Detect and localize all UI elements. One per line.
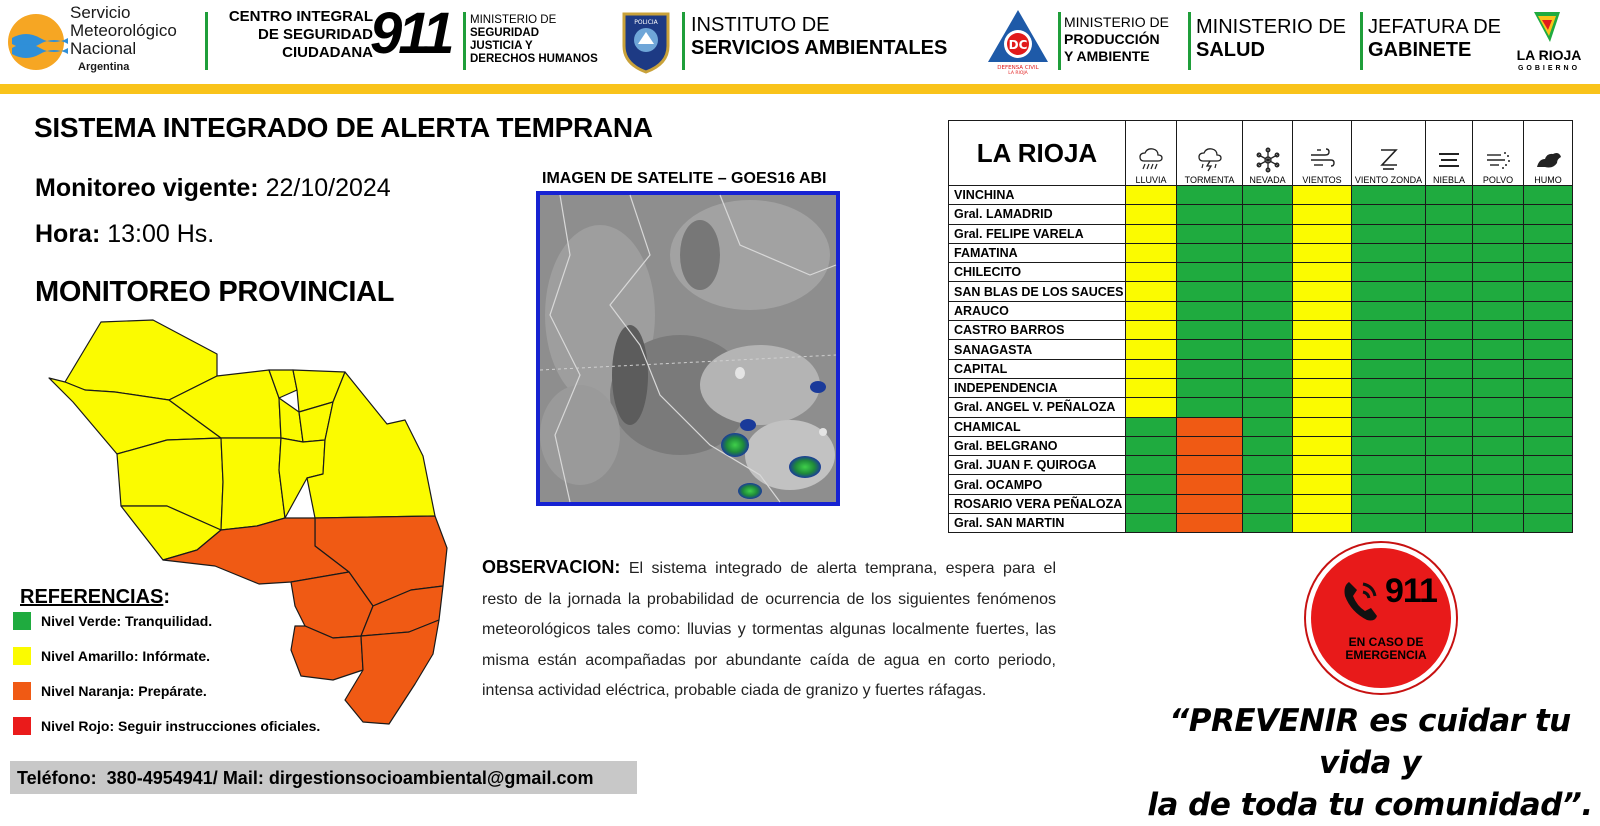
alert-level-cell bbox=[1293, 398, 1352, 417]
department-name: Gral. BELGRANO bbox=[949, 436, 1126, 455]
reference-swatch bbox=[13, 682, 31, 700]
alert-level-cell bbox=[1177, 436, 1243, 455]
alert-level-cell bbox=[1126, 475, 1177, 494]
table-column-label: NEVADA bbox=[1249, 175, 1286, 185]
monitoreo-date: 22/10/2024 bbox=[265, 174, 391, 202]
alert-level-cell bbox=[1126, 398, 1177, 417]
table-column-label: HUMO bbox=[1534, 175, 1562, 185]
hora-label: Hora: bbox=[35, 220, 101, 248]
alert-level-cell bbox=[1243, 494, 1293, 513]
alert-level-cell bbox=[1293, 282, 1352, 301]
alert-level-cell bbox=[1177, 398, 1243, 417]
alert-level-cell bbox=[1524, 282, 1573, 301]
dust-icon bbox=[1485, 147, 1511, 173]
alert-level-cell bbox=[1243, 243, 1293, 262]
page-title: SISTEMA INTEGRADO DE ALERTA TEMPRANA bbox=[34, 112, 653, 143]
reference-label: Nivel Rojo: Seguir instrucciones oficiales. bbox=[41, 718, 321, 734]
alert-level-cell bbox=[1177, 224, 1243, 243]
department-name: CAPITAL bbox=[949, 359, 1126, 378]
wind-icon bbox=[1309, 147, 1335, 173]
min-salud-name: MINISTERIO DE SALUD bbox=[1196, 16, 1347, 61]
alert-level-cell bbox=[1426, 282, 1473, 301]
department-name: ROSARIO VERA PEÑALOZA bbox=[949, 494, 1126, 513]
svg-text:POLICIA: POLICIA bbox=[634, 19, 658, 26]
alert-level-cell bbox=[1426, 243, 1473, 262]
alert-level-cell bbox=[1524, 378, 1573, 397]
province-title: MONITOREO PROVINCIAL bbox=[35, 276, 395, 308]
rain-cloud-icon bbox=[1138, 147, 1164, 173]
alert-level-cell bbox=[1524, 186, 1573, 205]
alert-level-cell bbox=[1243, 456, 1293, 475]
alert-level-cell bbox=[1426, 417, 1473, 436]
monitoreo-vigente bbox=[35, 174, 391, 203]
alert-level-cell bbox=[1293, 263, 1352, 282]
alert-level-cell bbox=[1352, 456, 1426, 475]
alert-level-cell bbox=[1524, 514, 1573, 533]
alert-level-cell bbox=[1524, 243, 1573, 262]
department-name: SAN BLAS DE LOS SAUCES bbox=[949, 282, 1126, 301]
alert-level-cell bbox=[1177, 475, 1243, 494]
table-row bbox=[949, 436, 1573, 455]
alert-level-cell bbox=[1243, 475, 1293, 494]
department-name: SANAGASTA bbox=[949, 340, 1126, 359]
table-column-header bbox=[1243, 121, 1293, 186]
svg-text:DEFENSA CIVIL: DEFENSA CIVIL bbox=[997, 65, 1039, 71]
alert-level-cell bbox=[1126, 243, 1177, 262]
alert-level-cell bbox=[1352, 205, 1426, 224]
department-name: Gral. LAMADRID bbox=[949, 205, 1126, 224]
alert-level-cell bbox=[1524, 475, 1573, 494]
table-column-header bbox=[1293, 121, 1352, 186]
alert-level-cell bbox=[1524, 340, 1573, 359]
instituto-name: INSTITUTO DE SERVICIOS AMBIENTALES bbox=[691, 14, 948, 59]
alert-level-cell bbox=[1426, 340, 1473, 359]
alert-level-cell bbox=[1177, 205, 1243, 224]
min-produccion-name: MINISTERIO DE PRODUCCIÓN Y AMBIENTE bbox=[1064, 14, 1170, 64]
alert-level-cell bbox=[1177, 263, 1243, 282]
satellite-title: IMAGEN DE SATELITE – GOES16 ABI bbox=[542, 170, 827, 187]
header-logos bbox=[0, 0, 1600, 84]
alert-level-cell bbox=[1293, 186, 1352, 205]
alert-level-cell bbox=[1426, 205, 1473, 224]
alert-level-cell bbox=[1426, 359, 1473, 378]
table-column-header bbox=[1524, 121, 1573, 186]
alert-level-cell bbox=[1473, 398, 1524, 417]
alert-level-cell bbox=[1473, 282, 1524, 301]
header-divider bbox=[463, 12, 466, 70]
alert-level-cell bbox=[1293, 224, 1352, 243]
observation-text: El sistema integrado de alerta temprana, espera para el resto de la jornada la probabilidad de ocurrencia de los siguientes fenómenos meteorológicos tales como: lluvias y tormentas algunas localmente fuertes, las misma están acompañadas por abundante caída de agua en corto periodo, intensa actividad eléctrica, probable ciada de granizo y fuertes ráfagas. bbox=[482, 560, 1056, 699]
alert-level-cell bbox=[1243, 263, 1293, 282]
alert-level-cell bbox=[1426, 475, 1473, 494]
table-row bbox=[949, 475, 1573, 494]
alert-level-cell bbox=[1126, 282, 1177, 301]
header-divider bbox=[1058, 12, 1061, 70]
table-row bbox=[949, 282, 1573, 301]
alert-level-cell bbox=[1126, 417, 1177, 436]
c911-name: CENTRO INTEGRAL DE SEGURIDAD CIUDADANA bbox=[228, 8, 373, 61]
table-column-label: NIEBLA bbox=[1432, 175, 1465, 185]
table-row bbox=[949, 224, 1573, 243]
department-name: Gral. FELIPE VARELA bbox=[949, 224, 1126, 243]
alert-level-cell bbox=[1126, 301, 1177, 320]
alert-level-cell bbox=[1524, 301, 1573, 320]
smoke-icon bbox=[1535, 147, 1561, 173]
alert-level-cell bbox=[1524, 417, 1573, 436]
table-row bbox=[949, 243, 1573, 262]
alert-level-cell bbox=[1524, 398, 1573, 417]
alert-level-cell bbox=[1126, 205, 1177, 224]
alert-level-cell bbox=[1177, 514, 1243, 533]
smn-logo-icon bbox=[6, 12, 68, 72]
alert-level-cell bbox=[1473, 378, 1524, 397]
alert-level-cell bbox=[1126, 340, 1177, 359]
table-row bbox=[949, 398, 1573, 417]
alert-level-cell bbox=[1177, 494, 1243, 513]
table-row bbox=[949, 301, 1573, 320]
reference-swatch bbox=[13, 717, 31, 735]
slogan: “PREVENIR es cuidar tu vida y la de toda tu comunidad”. bbox=[1147, 703, 1593, 823]
table-place-header: LA RIOJA bbox=[949, 121, 1126, 186]
reference-label: Nivel Naranja: Prepárate. bbox=[41, 683, 207, 699]
alert-level-cell bbox=[1352, 282, 1426, 301]
alert-level-cell bbox=[1352, 359, 1426, 378]
alert-level-cell bbox=[1126, 436, 1177, 455]
alert-level-cell bbox=[1426, 494, 1473, 513]
alert-level-cell bbox=[1126, 514, 1177, 533]
badge-number: 911 bbox=[1385, 572, 1437, 610]
alert-level-cell bbox=[1177, 282, 1243, 301]
alert-level-cell bbox=[1243, 321, 1293, 340]
alert-level-cell bbox=[1293, 378, 1352, 397]
defensa-civil-icon bbox=[986, 8, 1050, 74]
alert-level-cell bbox=[1426, 321, 1473, 340]
alert-level-cell bbox=[1473, 301, 1524, 320]
alert-level-cell bbox=[1177, 243, 1243, 262]
table-column-label: TORMENTA bbox=[1184, 175, 1235, 185]
reference-swatch bbox=[13, 612, 31, 630]
svg-text:LA RIOJA: LA RIOJA bbox=[1008, 71, 1028, 76]
alert-level-cell bbox=[1524, 436, 1573, 455]
la-rioja-gobierno-name: LA RIOJA GOBIERNO bbox=[1516, 47, 1582, 72]
table-column-label: LLUVIA bbox=[1135, 175, 1167, 185]
alert-level-cell bbox=[1293, 359, 1352, 378]
department-name: Gral. SAN MARTIN bbox=[949, 514, 1126, 533]
alert-level-cell bbox=[1126, 456, 1177, 475]
table-row bbox=[949, 263, 1573, 282]
alert-level-cell bbox=[1293, 436, 1352, 455]
table-column-header bbox=[1126, 121, 1177, 186]
alert-level-cell bbox=[1473, 321, 1524, 340]
alert-level-cell bbox=[1243, 398, 1293, 417]
alert-level-cell bbox=[1473, 205, 1524, 224]
table-row bbox=[949, 321, 1573, 340]
alert-level-cell bbox=[1524, 224, 1573, 243]
department-name: CASTRO BARROS bbox=[949, 321, 1126, 340]
table-row bbox=[949, 359, 1573, 378]
table-row bbox=[949, 205, 1573, 224]
emergency-911-badge bbox=[1306, 543, 1456, 693]
table-column-header bbox=[1426, 121, 1473, 186]
alert-level-cell bbox=[1473, 417, 1524, 436]
table-column-header bbox=[1352, 121, 1426, 186]
references-title: REFERENCIAS: bbox=[20, 586, 171, 608]
table-row bbox=[949, 494, 1573, 513]
phone-label: Teléfono: bbox=[17, 768, 97, 788]
alert-level-cell bbox=[1352, 224, 1426, 243]
alert-level-cell bbox=[1126, 321, 1177, 340]
alert-level-cell bbox=[1473, 359, 1524, 378]
reference-label: Nivel Verde: Tranquilidad. bbox=[41, 613, 213, 629]
alert-level-cell bbox=[1243, 378, 1293, 397]
alert-level-cell bbox=[1352, 514, 1426, 533]
province-map bbox=[45, 320, 455, 725]
satellite-image bbox=[536, 191, 840, 506]
alert-level-cell bbox=[1177, 359, 1243, 378]
table-row bbox=[949, 417, 1573, 436]
alert-level-cell bbox=[1243, 224, 1293, 243]
phone-number: 380-4954941 bbox=[106, 768, 213, 788]
alert-level-cell bbox=[1243, 359, 1293, 378]
alert-level-cell bbox=[1293, 301, 1352, 320]
table-row bbox=[949, 514, 1573, 533]
svg-text:DC: DC bbox=[1008, 38, 1028, 52]
alert-level-cell bbox=[1473, 494, 1524, 513]
alert-level-cell bbox=[1473, 456, 1524, 475]
alert-level-cell bbox=[1177, 417, 1243, 436]
alert-level-cell bbox=[1293, 321, 1352, 340]
min-seguridad-name: MINISTERIO DE SEGURIDAD JUSTICIA Y DERECHOS HUMANOS bbox=[470, 14, 598, 65]
alert-level-cell bbox=[1293, 417, 1352, 436]
alert-level-cell bbox=[1426, 186, 1473, 205]
alert-level-cell bbox=[1473, 475, 1524, 494]
table-row bbox=[949, 186, 1573, 205]
alert-level-cell bbox=[1126, 263, 1177, 282]
alert-table bbox=[948, 120, 1573, 533]
c911-number: 911 bbox=[370, 1, 451, 66]
alert-level-cell bbox=[1524, 359, 1573, 378]
header-divider bbox=[1360, 12, 1363, 70]
alert-level-cell bbox=[1426, 378, 1473, 397]
alert-level-cell bbox=[1177, 301, 1243, 320]
alert-level-cell bbox=[1426, 398, 1473, 417]
alert-level-cell bbox=[1293, 205, 1352, 224]
hora-value: 13:00 Hs. bbox=[107, 220, 215, 248]
alert-level-cell bbox=[1352, 186, 1426, 205]
jefatura-name: JEFATURA DE GABINETE bbox=[1368, 16, 1501, 61]
department-name: CHILECITO bbox=[949, 263, 1126, 282]
mail-address: dirgestionsocioambiental@gmail.com bbox=[268, 768, 594, 788]
alert-level-cell bbox=[1243, 186, 1293, 205]
department-name: ARAUCO bbox=[949, 301, 1126, 320]
map-region bbox=[221, 438, 285, 530]
alert-level-cell bbox=[1243, 282, 1293, 301]
table-row bbox=[949, 340, 1573, 359]
alert-level-cell bbox=[1352, 398, 1426, 417]
alert-level-cell bbox=[1243, 301, 1293, 320]
alert-level-cell bbox=[1473, 340, 1524, 359]
reference-swatch bbox=[13, 647, 31, 665]
alert-level-cell bbox=[1524, 321, 1573, 340]
alert-level-cell bbox=[1126, 224, 1177, 243]
alert-level-cell bbox=[1126, 186, 1177, 205]
alert-level-cell bbox=[1473, 243, 1524, 262]
table-column-header bbox=[1473, 121, 1524, 186]
alert-level-cell bbox=[1352, 417, 1426, 436]
mail-label: Mail: bbox=[222, 768, 264, 788]
department-name: CHAMICAL bbox=[949, 417, 1126, 436]
table-column-label: POLVO bbox=[1482, 175, 1514, 185]
alert-level-cell bbox=[1126, 378, 1177, 397]
contact-separator: / bbox=[212, 768, 218, 788]
observation-label: OBSERVACION: bbox=[482, 557, 621, 577]
alert-level-cell bbox=[1177, 340, 1243, 359]
alert-level-cell bbox=[1352, 243, 1426, 262]
alert-level-cell bbox=[1126, 359, 1177, 378]
alert-level-cell bbox=[1352, 301, 1426, 320]
alert-level-cell bbox=[1177, 186, 1243, 205]
storm-cloud-icon bbox=[1197, 147, 1223, 173]
alert-level-cell bbox=[1524, 205, 1573, 224]
alert-level-cell bbox=[1293, 456, 1352, 475]
alert-level-cell bbox=[1293, 494, 1352, 513]
alert-level-cell bbox=[1426, 301, 1473, 320]
alert-level-cell bbox=[1352, 263, 1426, 282]
alert-level-cell bbox=[1426, 263, 1473, 282]
alert-level-cell bbox=[1177, 378, 1243, 397]
alert-level-cell bbox=[1473, 263, 1524, 282]
alert-level-cell bbox=[1426, 224, 1473, 243]
alert-level-cell bbox=[1352, 436, 1426, 455]
alert-level-cell bbox=[1243, 205, 1293, 224]
table-header-row bbox=[949, 121, 1573, 186]
alert-level-cell bbox=[1473, 436, 1524, 455]
department-name: Gral. JUAN F. QUIROGA bbox=[949, 456, 1126, 475]
alert-level-cell bbox=[1524, 456, 1573, 475]
monitoreo-label: Monitoreo vigente: bbox=[35, 174, 259, 202]
department-name: Gral. ANGEL V. PEÑALOZA bbox=[949, 398, 1126, 417]
alert-level-cell bbox=[1524, 494, 1573, 513]
alert-level-cell bbox=[1473, 514, 1524, 533]
zonda-icon bbox=[1376, 147, 1402, 173]
header-divider bbox=[205, 12, 208, 70]
department-name: FAMATINA bbox=[949, 243, 1126, 262]
hora bbox=[35, 220, 214, 249]
smn-name: Servicio Meteorológico Nacional Argentina bbox=[70, 3, 177, 73]
alert-level-cell bbox=[1524, 263, 1573, 282]
alert-level-cell bbox=[1293, 243, 1352, 262]
alert-level-cell bbox=[1243, 417, 1293, 436]
table-column-header bbox=[1177, 121, 1243, 186]
header-divider bbox=[682, 12, 685, 70]
snowflake-icon bbox=[1255, 147, 1281, 173]
contact-bar bbox=[10, 761, 637, 794]
header-stripe bbox=[0, 84, 1600, 94]
alert-level-cell bbox=[1352, 494, 1426, 513]
department-name: VINCHINA bbox=[949, 186, 1126, 205]
alert-level-cell bbox=[1243, 514, 1293, 533]
alert-level-cell bbox=[1243, 436, 1293, 455]
alert-level-cell bbox=[1426, 436, 1473, 455]
alert-level-cell bbox=[1293, 514, 1352, 533]
alert-level-cell bbox=[1426, 514, 1473, 533]
fog-icon bbox=[1436, 147, 1462, 173]
la-rioja-logo-icon bbox=[1530, 8, 1566, 46]
alert-level-cell bbox=[1426, 456, 1473, 475]
phone-icon bbox=[1341, 578, 1381, 624]
alert-level-cell bbox=[1126, 494, 1177, 513]
alert-level-cell bbox=[1352, 321, 1426, 340]
alert-level-cell bbox=[1177, 456, 1243, 475]
table-row bbox=[949, 456, 1573, 475]
policia-shield-icon bbox=[620, 8, 672, 74]
alert-level-cell bbox=[1352, 378, 1426, 397]
department-name: Gral. OCAMPO bbox=[949, 475, 1126, 494]
badge-text: EN CASO DE EMERGENCIA bbox=[1345, 635, 1427, 662]
alert-level-cell bbox=[1293, 475, 1352, 494]
reference-label: Nivel Amarillo: Infórmate. bbox=[41, 648, 211, 664]
alert-level-cell bbox=[1177, 321, 1243, 340]
alert-level-cell bbox=[1243, 340, 1293, 359]
alert-level-cell bbox=[1352, 475, 1426, 494]
alert-level-cell bbox=[1352, 340, 1426, 359]
alert-level-cell bbox=[1473, 224, 1524, 243]
table-row bbox=[949, 378, 1573, 397]
table-column-label: VIENTOS bbox=[1302, 175, 1342, 185]
table-column-label: VIENTO ZONDA bbox=[1354, 175, 1423, 185]
alert-level-cell bbox=[1293, 340, 1352, 359]
observation bbox=[482, 552, 1056, 707]
header-divider bbox=[1188, 12, 1191, 70]
department-name: INDEPENDENCIA bbox=[949, 378, 1126, 397]
alert-level-cell bbox=[1473, 186, 1524, 205]
